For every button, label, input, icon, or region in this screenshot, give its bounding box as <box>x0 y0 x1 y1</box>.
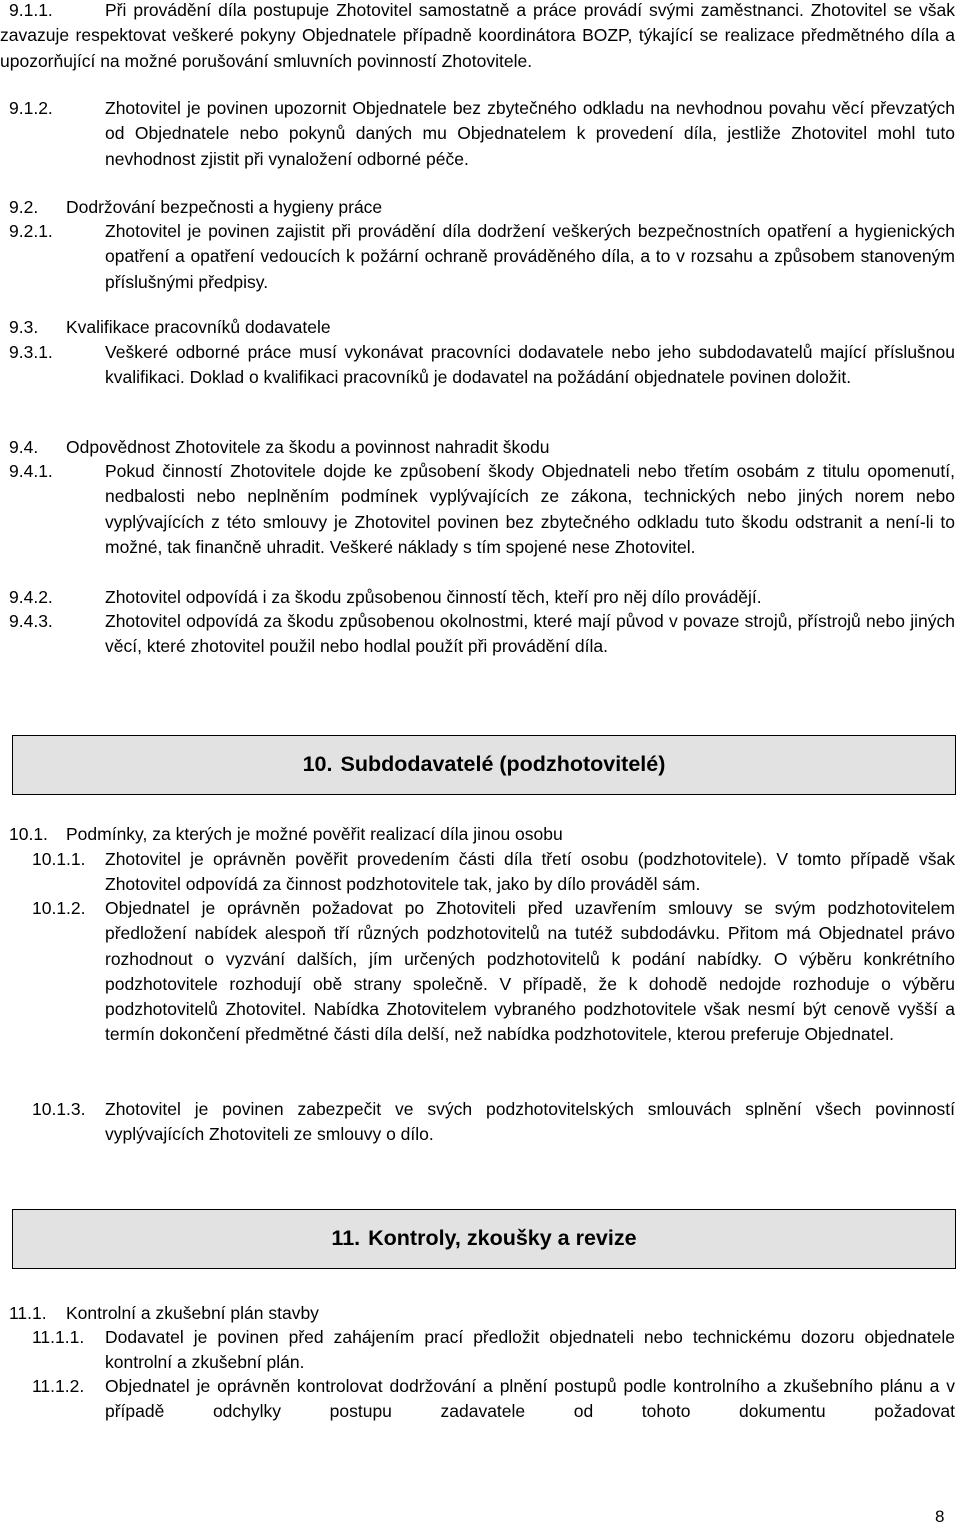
heading-number: 9.2. <box>9 197 39 217</box>
paragraph-text: Dodavatel je povinen před zahájením prací předložit objednateli nebo technickému dozoru objednatele kontrolní a zkušební plán. <box>105 1327 955 1373</box>
paragraph-number: 11.1.2. <box>32 1376 85 1396</box>
paragraph-text: Zhotovitel je povinen upozornit Objednatele bez zbytečného odkladu na nevhodnou povahu věcí převzatých od Objednatele nebo pokynů daných mu Objednatelem k provedení díla, jestliže Zhotovitel mohl tuto nevhodnost zjistit při vynaložení odborné péče. <box>105 98 955 169</box>
heading-title: Kontrolní a zkušební plán stavby <box>66 1303 319 1323</box>
heading-number: 11.1. <box>9 1303 47 1323</box>
heading-number: 10.1. <box>9 824 48 844</box>
paragraph-text: Objednatel je oprávněn kontrolovat dodržování a plnění postupů podle kontrolního a zkušebního plánu a v případě odchylky postupu zadavatele od tohoto dokumentu požadovat <box>105 1376 955 1422</box>
heading-title: Podmínky, za kterých je možné pověřit realizací díla jinou osobu <box>66 824 563 844</box>
paragraph-text: Zhotovitel je povinen zajistit při provádění díla dodržení veškerých bezpečnostních opatření a hygienických opatření a opatření vedoucích k požární ochraně prováděného díla, a to v rozsahu a způsobem stanoveným příslušnými předpisy. <box>105 221 955 292</box>
banner-number: 11. <box>331 1226 361 1251</box>
banner-title: Subdodavatelé (podzhotovitelé) <box>340 752 666 777</box>
section-banner-11 <box>12 1209 956 1269</box>
paragraph-number: 9.1.1. <box>9 0 53 20</box>
paragraph-text: Při provádění díla postupuje Zhotovitel samostatně a práce provádí svými zaměstnanci. Zhotovitel se však zavazuje respektovat veškeré pokyny Objednatele případně koordinátora BOZP, týkající se realizace předmětného díla a upozorňující na možné porušování smluvních povinností Zhotovitele. <box>0 0 955 71</box>
paragraph-number: 9.4.3. <box>9 611 53 631</box>
section-banner-10 <box>12 735 956 795</box>
paragraph-number: 11.1.1. <box>32 1327 85 1347</box>
banner-title: Kontroly, zkoušky a revize <box>368 1226 637 1251</box>
paragraph-number: 9.2.1. <box>9 221 53 241</box>
paragraph-text: Objednatel je oprávněn požadovat po Zhotoviteli před uzavřením smlouvy se svým podzhotovitelem předložení nabídek alespoň tří různých podzhotovitelů na tutéž subdodávku. Přitom má Objednatel právo rozhodnout o vyzvání dalších, jím určených podzhotovitelů k podání nabídky. O výběru konkrétního podzhotovitele rozhodují obě strany společně. V případě, že k dohodě nedojde rozhoduje o výběru podzhotovitelů Zhotovitel. Nabídka Zhotovitelem vybraného podzhotovitele však nesmí být cenově vyšší a termín dokončení předmětné části díla delší, než nabídka podzhotovitele, kterou preferuje Objednatel. <box>105 898 955 1045</box>
banner-number: 10. <box>302 752 333 777</box>
heading-number: 9.4. <box>9 437 39 457</box>
page-number: 8 <box>935 1507 945 1526</box>
paragraph-number: 9.4.2. <box>9 587 53 607</box>
paragraph-number: 10.1.1. <box>32 849 86 869</box>
paragraph-number: 9.3.1. <box>9 342 53 362</box>
paragraph-text: Zhotovitel odpovídá za škodu způsobenou okolnostmi, které mají původ v povaze strojů, přístrojů nebo jiných věcí, které zhotovitel použil nebo hodlal použít při provádění díla. <box>105 611 955 657</box>
paragraph-text: Zhotovitel je povinen zabezpečit ve svých podzhotovitelských smlouvách splnění všech povinností vyplývajících Zhotoviteli ze smlouvy o dílo. <box>105 1099 955 1145</box>
heading-number: 9.3. <box>9 317 39 337</box>
paragraph-number: 10.1.3. <box>32 1099 86 1119</box>
paragraph-text: Pokud činností Zhotovitele dojde ke způsobení škody Objednateli nebo třetím osobám z titulu opomenutí, nedbalosti nebo neplněním podmínek vyplývajících ze zákona, technických nebo jiných norem nebo vyplývajících z této smlouvy je Zhotovitel povinen bez zbytečného odkladu tuto škodu odstranit a není-li to možné, tak finančně uhradit. Veškeré náklady s tím spojené nese Zhotovitel. <box>105 461 955 557</box>
heading-title: Dodržování bezpečnosti a hygieny práce <box>66 197 383 217</box>
heading-title: Odpovědnost Zhotovitele za škodu a povinnost nahradit škodu <box>66 437 550 457</box>
paragraph-number: 9.1.2. <box>9 98 53 118</box>
paragraph-number: 10.1.2. <box>32 898 86 918</box>
paragraph-number: 9.4.1. <box>9 461 53 481</box>
paragraph-text: Zhotovitel odpovídá i za škodu způsobenou činností těch, kteří pro něj dílo provádějí. <box>105 587 762 607</box>
paragraph-text: Zhotovitel je oprávněn pověřit provedením části díla třetí osobu (podzhotovitele). V tomto případě však Zhotovitel odpovídá za činnost podzhotovitele tak, jako by dílo prováděl sám. <box>105 849 955 895</box>
paragraph-text: Veškeré odborné práce musí vykonávat pracovníci dodavatele nebo jeho subdodavatelů mající příslušnou kvalifikaci. Doklad o kvalifikaci pracovníků je dodavatel na požádání objednatele povinen doložit. <box>105 342 955 388</box>
heading-title: Kvalifikace pracovníků dodavatele <box>66 317 331 337</box>
